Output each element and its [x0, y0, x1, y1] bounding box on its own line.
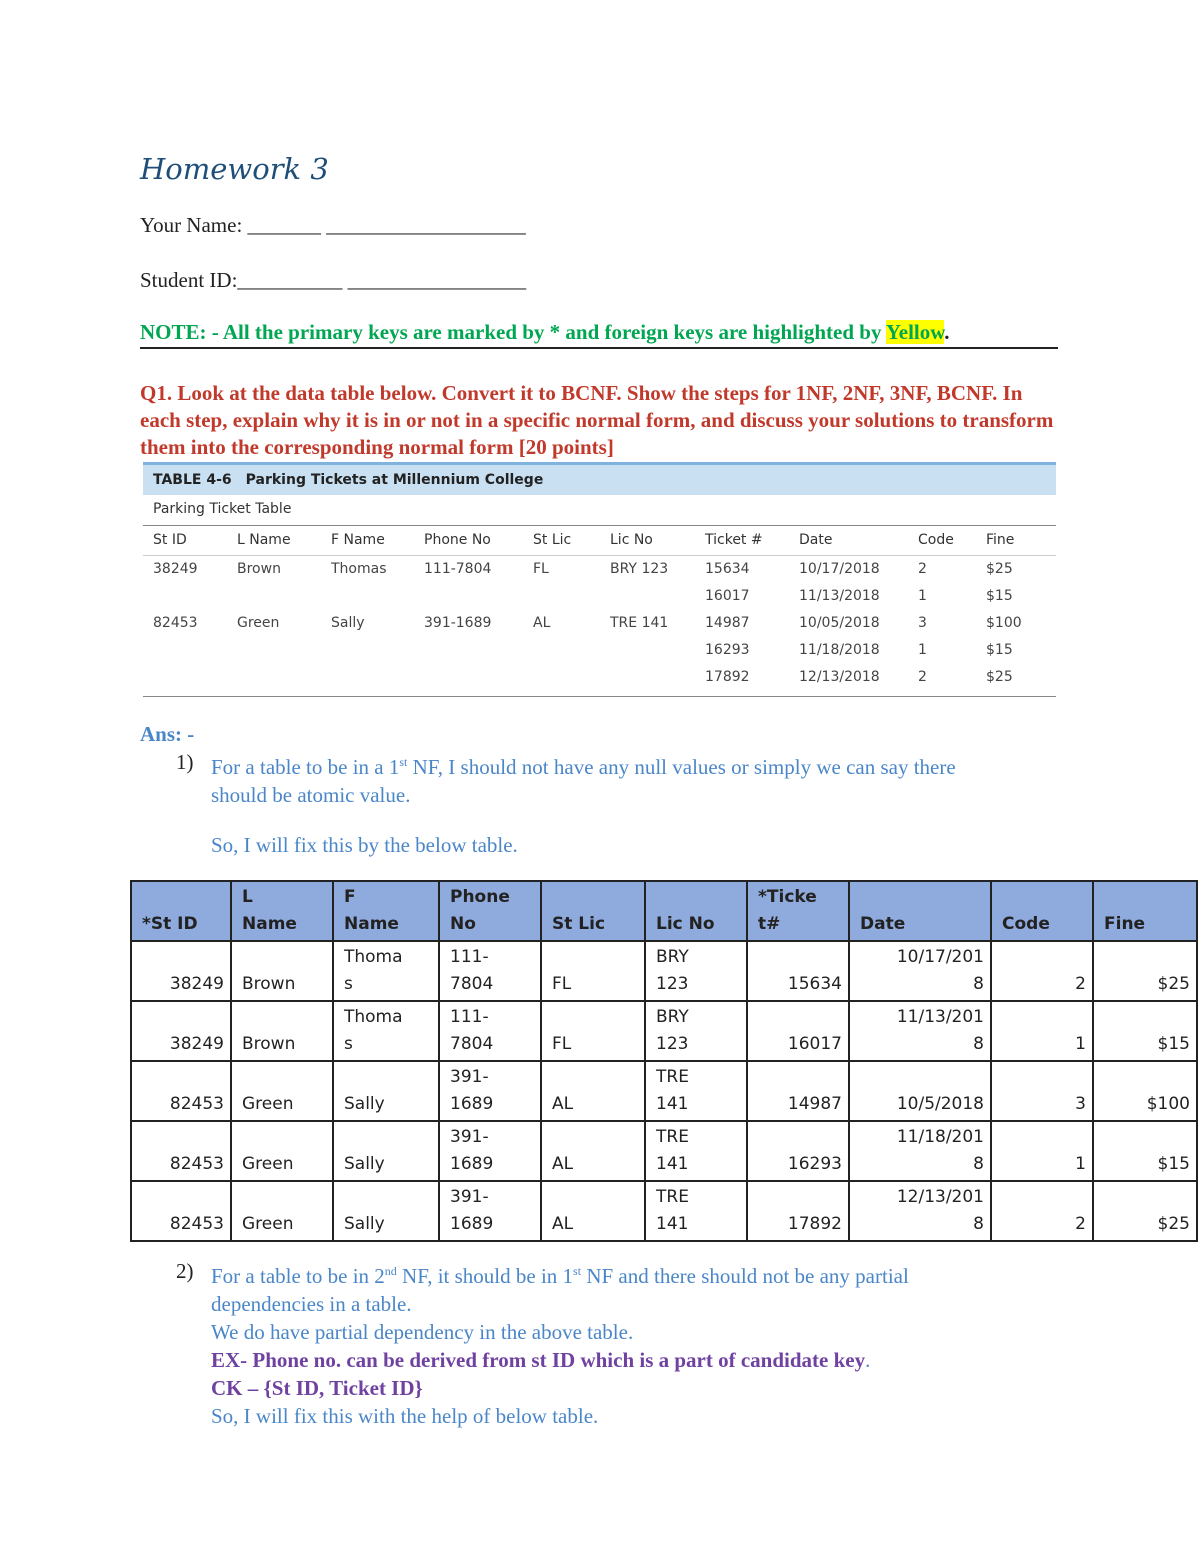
- table-cell: 1: [991, 1121, 1093, 1181]
- table-cell: 38249: [131, 1001, 231, 1061]
- question-1: Q1. Look at the data table below. Convert it to BCNF. Show the steps for 1NF, 2NF, 3NF, BCNF. In each step, explain why it is in or not in a specific normal form, and discuss your solutions to transform them into the corresponding normal form [20 points]: [140, 381, 1054, 459]
- table-cell: Thoma s: [333, 941, 439, 1001]
- table-header-cell: Date: [849, 881, 991, 941]
- item-2-line1-c: NF and there should not be any partial: [581, 1264, 909, 1288]
- table-header-cell: Fine: [1093, 881, 1197, 941]
- textbook-cell: 16017: [705, 588, 750, 604]
- textbook-cell: 38249: [153, 561, 198, 577]
- textbook-cell: 82453: [153, 615, 198, 631]
- table-cell: 391- 1689: [439, 1181, 541, 1241]
- item-1-line1-b: NF, I should not have any null values or simply we can say there: [407, 755, 956, 779]
- textbook-col-header: Code: [918, 532, 954, 548]
- note-highlight: Yellow: [885, 320, 945, 344]
- item-2-example-end: .: [865, 1348, 871, 1372]
- textbook-table: [143, 462, 1056, 697]
- item-2-line1-b: NF, it should be in 1: [396, 1264, 574, 1288]
- table-cell: 2: [991, 1181, 1093, 1241]
- textbook-col-header: L Name: [237, 532, 291, 548]
- textbook-cell: $25: [986, 561, 1013, 577]
- textbook-table-header: [143, 462, 1056, 495]
- table-cell: TRE 141: [645, 1061, 747, 1121]
- table-cell: 391- 1689: [439, 1061, 541, 1121]
- table-cell: 11/18/201 8: [849, 1121, 991, 1181]
- table-header-row: [131, 881, 1197, 941]
- table-cell: $100: [1093, 1061, 1197, 1121]
- table-cell: Sally: [333, 1061, 439, 1121]
- table-cell: 16293: [747, 1121, 849, 1181]
- item-2-candidate-key: CK – {St ID, Ticket ID}: [211, 1376, 423, 1400]
- textbook-cell: $15: [986, 642, 1013, 658]
- textbook-table-grid: [143, 526, 1056, 697]
- textbook-cell: 14987: [705, 615, 750, 631]
- item-1-line3: So, I will fix this by the below table.: [211, 833, 518, 857]
- textbook-cell: $100: [986, 615, 1022, 631]
- table-header-cell: St Lic: [541, 881, 645, 941]
- page-title: Homework 3: [140, 152, 329, 186]
- note-prefix: NOTE: - All the primary keys are marked by * and foreign keys are highlighted by: [140, 320, 886, 344]
- textbook-cell: 10/05/2018: [799, 615, 880, 631]
- textbook-cell: Green: [237, 615, 280, 631]
- item-1-text: [211, 748, 956, 859]
- textbook-cell: 12/13/2018: [799, 669, 880, 685]
- table-cell: 1: [991, 1001, 1093, 1061]
- table-header-cell: Code: [991, 881, 1093, 941]
- table-cell: TRE 141: [645, 1181, 747, 1241]
- note-line: [140, 320, 1058, 349]
- textbook-cell: 111-7804: [424, 561, 492, 577]
- textbook-cell: 16293: [705, 642, 750, 658]
- table-cell: AL: [541, 1061, 645, 1121]
- textbook-cell: 391-1689: [424, 615, 492, 631]
- table-cell: BRY 123: [645, 1001, 747, 1061]
- textbook-cell: 17892: [705, 669, 750, 685]
- textbook-cell: Brown: [237, 561, 281, 577]
- table-cell: AL: [541, 1181, 645, 1241]
- table-cell: Green: [231, 1121, 333, 1181]
- table-cell: Green: [231, 1181, 333, 1241]
- item-2-example: EX- Phone no. can be derived from st ID which is a part of candidate key: [211, 1348, 866, 1372]
- textbook-col-header: St Lic: [533, 532, 572, 548]
- table-cell: $15: [1093, 1121, 1197, 1181]
- textbook-cell: 1: [918, 642, 927, 658]
- table-cell: 82453: [131, 1181, 231, 1241]
- table-cell: Brown: [231, 1001, 333, 1061]
- table-cell: 111- 7804: [439, 1001, 541, 1061]
- table-cell: 3: [991, 1061, 1093, 1121]
- item-1-sup: st: [399, 755, 408, 769]
- table-header-cell: *St ID: [131, 881, 231, 941]
- table-row: [131, 1121, 1197, 1181]
- item-2-text: [211, 1257, 909, 1430]
- table-cell: 111- 7804: [439, 941, 541, 1001]
- table-header-cell: F Name: [333, 881, 439, 941]
- table-cell: 10/5/2018: [849, 1061, 991, 1121]
- item-2-line2: dependencies in a table.: [211, 1292, 412, 1316]
- table-cell: 391- 1689: [439, 1121, 541, 1181]
- table-cell: Sally: [333, 1121, 439, 1181]
- nf1-table: [130, 880, 1198, 1242]
- table-cell: 82453: [131, 1061, 231, 1121]
- textbook-cell: AL: [533, 615, 551, 631]
- textbook-cell: Sally: [331, 615, 365, 631]
- student-id-field: Student ID:__________ _________________: [140, 268, 527, 292]
- textbook-cell: $15: [986, 588, 1013, 604]
- table-cell: $25: [1093, 941, 1197, 1001]
- table-cell: Green: [231, 1061, 333, 1121]
- textbook-cell: Thomas: [331, 561, 387, 577]
- textbook-cell: 10/17/2018: [799, 561, 880, 577]
- textbook-col-header: Phone No: [424, 532, 491, 548]
- table-cell: $25: [1093, 1181, 1197, 1241]
- table-row: [131, 1181, 1197, 1241]
- table-row: [131, 1061, 1197, 1121]
- table-header-cell: Phone No: [439, 881, 541, 941]
- table-cell: Brown: [231, 941, 333, 1001]
- table-row: [131, 1001, 1197, 1061]
- table-cell: 10/17/201 8: [849, 941, 991, 1001]
- textbook-cell: 15634: [705, 561, 750, 577]
- table-cell: 16017: [747, 1001, 849, 1061]
- item-1-number: 1): [176, 750, 194, 774]
- table-cell: FL: [541, 941, 645, 1001]
- textbook-cell: BRY 123: [610, 561, 669, 577]
- textbook-col-header: Date: [799, 532, 833, 548]
- textbook-table-title: Parking Tickets at Millennium College: [245, 472, 544, 488]
- item-2-sup1: nd: [384, 1264, 397, 1278]
- textbook-cell: 3: [918, 615, 927, 631]
- table-header-cell: L Name: [231, 881, 333, 941]
- table-cell: 11/13/201 8: [849, 1001, 991, 1061]
- item-2-line3: We do have partial dependency in the above table.: [211, 1320, 634, 1344]
- item-2-line1-a: For a table to be in 2: [211, 1264, 385, 1288]
- table-cell: Thoma s: [333, 1001, 439, 1061]
- textbook-cell: 2: [918, 669, 927, 685]
- textbook-cell: $25: [986, 669, 1013, 685]
- table-cell: TRE 141: [645, 1121, 747, 1181]
- item-1-line1-a: For a table to be in a 1: [211, 755, 400, 779]
- textbook-cell: 1: [918, 588, 927, 604]
- table-cell: BRY 123: [645, 941, 747, 1001]
- table-cell: 12/13/201 8: [849, 1181, 991, 1241]
- table-header-cell: *Ticke t#: [747, 881, 849, 941]
- textbook-cell: 2: [918, 561, 927, 577]
- item-2-number: 2): [176, 1259, 194, 1283]
- table-cell: 2: [991, 941, 1093, 1001]
- item-2-line6: So, I will fix this with the help of below table.: [211, 1404, 599, 1428]
- table-cell: FL: [541, 1001, 645, 1061]
- your-name-field: Your Name: _______ ___________________: [140, 213, 526, 237]
- table-cell: 82453: [131, 1121, 231, 1181]
- table-cell: Sally: [333, 1181, 439, 1241]
- textbook-col-header: Fine: [986, 532, 1015, 548]
- table-cell: $15: [1093, 1001, 1197, 1061]
- textbook-col-header: St ID: [153, 532, 187, 548]
- textbook-table-subtitle: Parking Ticket Table: [143, 495, 1056, 526]
- textbook-cell: 11/13/2018: [799, 588, 880, 604]
- item-2-sup2: st: [573, 1264, 582, 1278]
- textbook-col-header: Ticket #: [705, 532, 763, 548]
- table-cell: 14987: [747, 1061, 849, 1121]
- textbook-col-header: F Name: [331, 532, 385, 548]
- table-cell: 15634: [747, 941, 849, 1001]
- textbook-cell: 11/18/2018: [799, 642, 880, 658]
- item-1-line2: should be atomic value.: [211, 783, 411, 807]
- answer-label: Ans: -: [140, 722, 195, 746]
- table-header-cell: Lic No: [645, 881, 747, 941]
- textbook-col-header: Lic No: [610, 532, 653, 548]
- table-cell: 38249: [131, 941, 231, 1001]
- textbook-table-number: TABLE 4-6: [153, 472, 232, 488]
- table-row: [131, 941, 1197, 1001]
- textbook-cell: TRE 141: [610, 615, 669, 631]
- table-cell: AL: [541, 1121, 645, 1181]
- textbook-cell: FL: [533, 561, 549, 577]
- table-cell: 17892: [747, 1181, 849, 1241]
- note-suffix: .: [944, 320, 950, 344]
